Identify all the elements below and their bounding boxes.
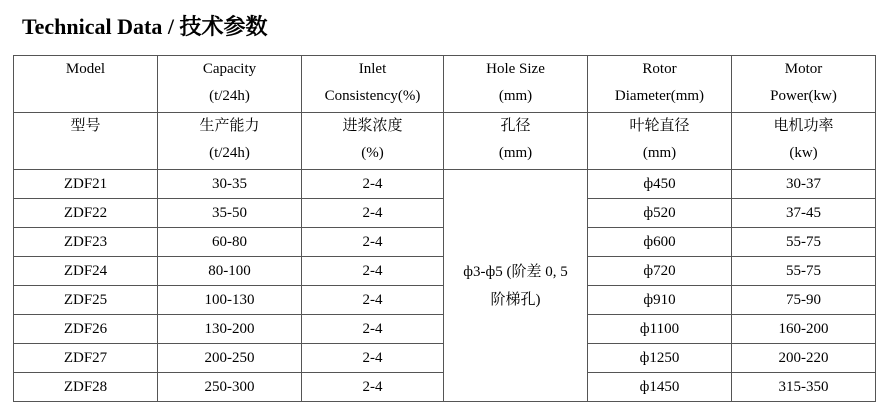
cell-capacity: 30-35	[158, 170, 302, 199]
header-row-cn	[14, 113, 876, 170]
header-row-en-capacity	[158, 56, 302, 113]
cell-capacity: 60-80	[158, 228, 302, 257]
header-line: (mm)	[498, 145, 533, 161]
header-row-en	[14, 56, 876, 113]
cell-consistency: 2-4	[302, 344, 444, 373]
header-line: 生产能力	[199, 118, 260, 134]
header-row-cn-capacity	[158, 113, 302, 170]
cell-consistency: 2-4	[302, 170, 444, 199]
cell-capacity: 250-300	[158, 373, 302, 402]
header-line: Power(kw)	[770, 88, 837, 104]
cell-capacity: 80-100	[158, 257, 302, 286]
cell-rotor-diameter: ф910	[588, 286, 732, 315]
header-line: Consistency(%)	[324, 88, 421, 104]
cell-rotor-diameter: ф1450	[588, 373, 732, 402]
cell-motor-power: 315-350	[732, 373, 876, 402]
cell-consistency: 2-4	[302, 315, 444, 344]
hole-size-cell	[444, 170, 588, 402]
cell-model: ZDF24	[14, 257, 158, 286]
cell-model: ZDF26	[14, 315, 158, 344]
header-row-en-model	[14, 56, 158, 113]
header-row-en-rotor-diameter	[588, 56, 732, 113]
cell-consistency: 2-4	[302, 286, 444, 315]
cell-consistency: 2-4	[302, 257, 444, 286]
cell-motor-power: 75-90	[732, 286, 876, 315]
cell-motor-power: 55-75	[732, 228, 876, 257]
table-row	[14, 170, 876, 199]
cell-model: ZDF28	[14, 373, 158, 402]
hole-size-value: ф3-ф5 (阶差 0, 5 阶梯孔)	[463, 263, 568, 308]
header-line: (t/24h)	[209, 88, 250, 104]
cell-rotor-diameter: ф1100	[588, 315, 732, 344]
cell-consistency: 2-4	[302, 199, 444, 228]
header-line: Diameter(mm)	[614, 88, 705, 104]
header-line: Rotor	[642, 61, 677, 77]
page-title: Technical Data / 技术参数	[22, 14, 268, 39]
cell-model: ZDF21	[14, 170, 158, 199]
header-line: (%)	[361, 145, 384, 161]
header-line: (kw)	[789, 145, 818, 161]
cell-model: ZDF23	[14, 228, 158, 257]
header-row-cn-consistency	[302, 113, 444, 170]
cell-motor-power: 30-37	[732, 170, 876, 199]
cell-capacity: 100-130	[158, 286, 302, 315]
cell-capacity: 200-250	[158, 344, 302, 373]
header-line: 电机功率	[773, 118, 834, 134]
header-line	[14, 83, 157, 110]
header-line: 进浆浓度	[342, 118, 403, 134]
cell-rotor-diameter: ф720	[588, 257, 732, 286]
cell-model: ZDF27	[14, 344, 158, 373]
cell-rotor-diameter: ф600	[588, 228, 732, 257]
header-line: (mm)	[498, 88, 533, 104]
cell-motor-power: 37-45	[732, 199, 876, 228]
cell-rotor-diameter: ф1250	[588, 344, 732, 373]
header-row-en-hole-size	[444, 56, 588, 113]
header-row-cn-model	[14, 113, 158, 170]
cell-capacity: 130-200	[158, 315, 302, 344]
cell-capacity: 35-50	[158, 199, 302, 228]
header-line: 型号	[70, 118, 101, 134]
header-line: Model	[65, 61, 106, 77]
cell-rotor-diameter: ф520	[588, 199, 732, 228]
header-line: 孔径	[500, 118, 531, 134]
header-line: Motor	[784, 61, 823, 77]
cell-motor-power: 55-75	[732, 257, 876, 286]
header-row-cn-rotor-diameter	[588, 113, 732, 170]
cell-motor-power: 160-200	[732, 315, 876, 344]
header-row-cn-motor-power	[732, 113, 876, 170]
header-line: Hole Size	[486, 61, 545, 77]
header-row-en-consistency	[302, 56, 444, 113]
cell-model: ZDF22	[14, 199, 158, 228]
header-line: 叶轮直径	[629, 118, 690, 134]
header-line	[14, 140, 157, 167]
header-row-en-motor-power	[732, 56, 876, 113]
header-row-cn-hole-size	[444, 113, 588, 170]
cell-rotor-diameter: ф450	[588, 170, 732, 199]
technical-data-table	[13, 55, 876, 402]
header-line: (t/24h)	[209, 145, 250, 161]
header-line: Inlet	[358, 61, 387, 77]
cell-model: ZDF25	[14, 286, 158, 315]
cell-consistency: 2-4	[302, 373, 444, 402]
header-line: Capacity	[202, 61, 257, 77]
header-line: (mm)	[642, 145, 677, 161]
cell-consistency: 2-4	[302, 228, 444, 257]
cell-motor-power: 200-220	[732, 344, 876, 373]
